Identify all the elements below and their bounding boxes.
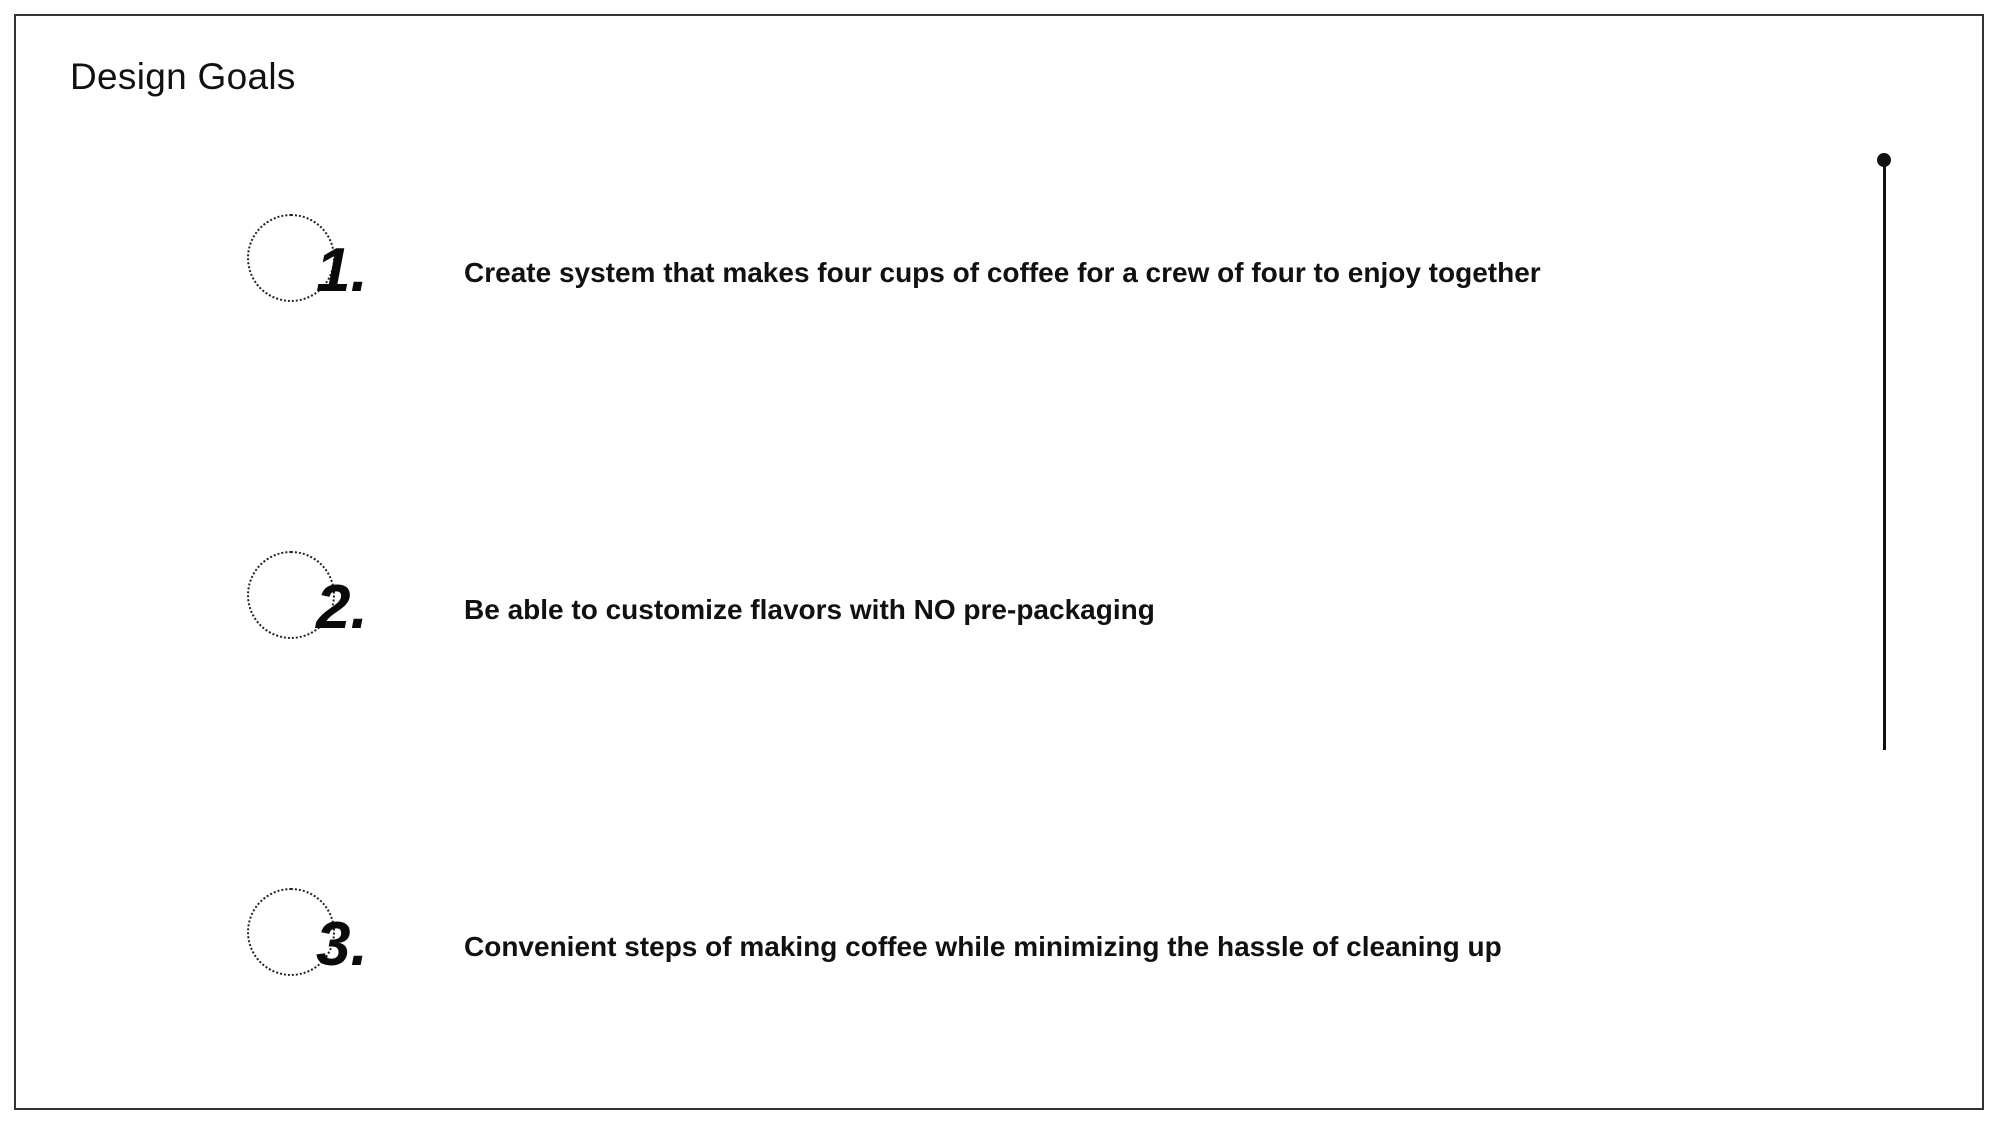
page-title: Design Goals	[70, 56, 296, 97]
goal-text: Convenient steps of making coffee while minimizing the hassle of cleaning up	[464, 931, 1502, 962]
goal-number: 3.	[316, 910, 368, 979]
goal-text: Be able to customize flavors with NO pre-packaging	[464, 594, 1155, 625]
goal-item-1	[0, 214, 1800, 314]
goal-text: Create system that makes four cups of coffee for a crew of four to enjoy together	[464, 257, 1541, 288]
scroll-knob-icon[interactable]	[1877, 153, 1891, 167]
goal-item-2	[0, 551, 1800, 651]
scroll-track[interactable]	[1883, 158, 1886, 750]
goal-item-3	[0, 888, 1800, 988]
goal-number: 2.	[316, 573, 368, 642]
goal-number: 1.	[316, 236, 368, 305]
